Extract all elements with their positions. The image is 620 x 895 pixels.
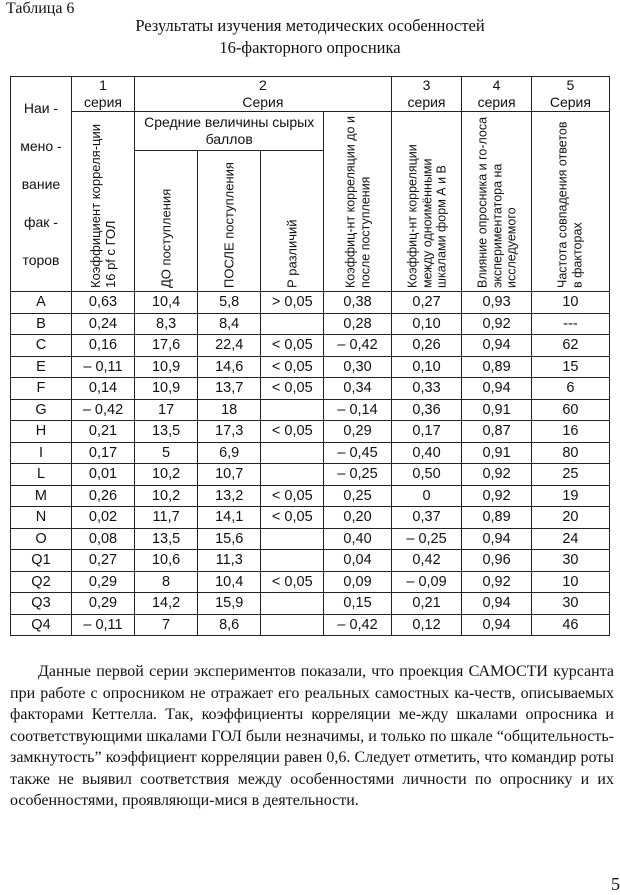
cell-corr-before-after: – 0,45 — [324, 442, 391, 464]
cell-corr-forms: 0,40 — [391, 442, 462, 464]
cell-corr-before-after: 0,15 — [324, 593, 391, 615]
cell-influence: 0,94 — [462, 528, 532, 550]
cell-p-value: < 0,05 — [261, 571, 324, 593]
cell-before: 10,4 — [135, 292, 198, 314]
cell-corr-before-after: – 0,42 — [324, 614, 391, 636]
cell-after: 10,7 — [198, 464, 261, 486]
series-5-header — [531, 77, 609, 112]
cell-p-value: < 0,05 — [261, 485, 324, 507]
col-after-label: ПОСЛЕ поступления — [221, 162, 237, 288]
cell-corr-forms: 0,10 — [391, 356, 462, 378]
cell-after: 15,6 — [198, 528, 261, 550]
cell-corr16: 0,63 — [71, 292, 134, 314]
col-freq-label: Частота совпадения ответов в факторах — [555, 121, 585, 288]
cell-p-value — [261, 442, 324, 464]
cell-freq: --- — [531, 313, 609, 335]
cell-factor: Q2 — [11, 571, 72, 593]
cell-corr-before-after: – 0,25 — [324, 464, 391, 486]
cell-influence: 0,92 — [462, 464, 532, 486]
cell-after: 6,9 — [198, 442, 261, 464]
cell-corr16: – 0,11 — [71, 614, 134, 636]
col-after-header — [198, 151, 261, 292]
name-line-4: фак - — [23, 214, 58, 230]
cell-corr-before-after: 0,20 — [324, 507, 391, 529]
cell-before: 17 — [135, 399, 198, 421]
cell-p-value: < 0,05 — [261, 421, 324, 443]
cell-factor: L — [11, 464, 72, 486]
cell-corr-forms: 0,27 — [391, 292, 462, 314]
cell-corr-forms: – 0,09 — [391, 571, 462, 593]
name-line-2: мено - — [20, 138, 62, 154]
cell-influence: 0,96 — [462, 550, 532, 572]
cell-factor: G — [11, 399, 72, 421]
col-corr16-header — [71, 112, 134, 292]
cell-p-value — [261, 614, 324, 636]
cell-factor: Q1 — [11, 550, 72, 572]
cell-freq: 19 — [531, 485, 609, 507]
cell-corr-before-after: 0,29 — [324, 421, 391, 443]
cell-freq: 60 — [531, 399, 609, 421]
cell-after: 10,4 — [198, 571, 261, 593]
cell-corr16: – 0,42 — [71, 399, 134, 421]
series-1-label: серия — [84, 94, 122, 110]
results-table — [10, 76, 610, 636]
cell-before: 10,9 — [135, 356, 198, 378]
col-before-label: ДО поступления — [158, 188, 174, 288]
cell-before: 10,2 — [135, 464, 198, 486]
cell-corr-before-after: 0,04 — [324, 550, 391, 572]
cell-corr-forms: 0,17 — [391, 421, 462, 443]
cell-corr-forms: 0,36 — [391, 399, 462, 421]
cell-before: 11,7 — [135, 507, 198, 529]
table-row — [11, 421, 610, 443]
name-line-3: вание — [21, 176, 61, 192]
col-freq-header — [531, 112, 609, 292]
cell-influence: 0,94 — [462, 335, 532, 357]
table-row — [11, 292, 610, 314]
cell-before: 10,9 — [135, 378, 198, 400]
cell-corr16: 0,16 — [71, 335, 134, 357]
series-2-label: Серия — [242, 94, 284, 110]
cell-before: 8,3 — [135, 313, 198, 335]
cell-p-value — [261, 593, 324, 615]
table-title-line-2: 16-факторного опросника — [219, 38, 401, 57]
table-row — [11, 614, 610, 636]
cell-corr-forms: 0,37 — [391, 507, 462, 529]
table-row — [11, 528, 610, 550]
avg-raw-scores-header: Средние величины сырых баллов — [135, 112, 324, 151]
cell-after: 15,9 — [198, 593, 261, 615]
cell-corr16: 0,29 — [71, 593, 134, 615]
cell-influence: 0,91 — [462, 442, 532, 464]
cell-corr-forms: 0,50 — [391, 464, 462, 486]
cell-corr-forms: 0,21 — [391, 593, 462, 615]
cell-freq: 62 — [531, 335, 609, 357]
col-p-label: Р различий — [284, 219, 300, 288]
cell-corr-before-after: 0,25 — [324, 485, 391, 507]
cell-corr-forms: – 0,25 — [391, 528, 462, 550]
cell-corr16: 0,27 — [71, 550, 134, 572]
series-3-header — [391, 77, 462, 112]
table-row — [11, 378, 610, 400]
cell-freq: 20 — [531, 507, 609, 529]
cell-before: 5 — [135, 442, 198, 464]
table-row — [11, 464, 610, 486]
series-5-number: 5 — [566, 77, 575, 93]
cell-p-value: < 0,05 — [261, 335, 324, 357]
cell-before: 10,2 — [135, 485, 198, 507]
col-influence-label: Влияние опросника и го-лоса экспериментатора на исследуемого — [474, 116, 518, 288]
cell-influence: 0,94 — [462, 614, 532, 636]
cell-freq: 16 — [531, 421, 609, 443]
series-3-label: серия — [407, 94, 446, 110]
cell-corr-forms: 0,12 — [391, 614, 462, 636]
cell-p-value — [261, 528, 324, 550]
cell-corr-before-after: 0,34 — [324, 378, 391, 400]
cell-influence: 0,87 — [462, 421, 532, 443]
table-row — [11, 550, 610, 572]
cell-factor: N — [11, 507, 72, 529]
cell-p-value — [261, 313, 324, 335]
cell-freq: 15 — [531, 356, 609, 378]
cell-freq: 10 — [531, 292, 609, 314]
cell-before: 10,6 — [135, 550, 198, 572]
table-row — [11, 571, 610, 593]
cell-corr-before-after: 0,30 — [324, 356, 391, 378]
cell-after: 8,6 — [198, 614, 261, 636]
col-corr-forms-label: Коэффиц-нт корреляции между одноимёнными шкалами форм А и В — [404, 143, 448, 288]
cell-factor: I — [11, 442, 72, 464]
header-row-subgroup — [11, 112, 610, 151]
series-3-number: 3 — [422, 77, 431, 93]
cell-corr-forms: 0,42 — [391, 550, 462, 572]
cell-factor: F — [11, 378, 72, 400]
cell-before: 8 — [135, 571, 198, 593]
cell-influence: 0,89 — [462, 507, 532, 529]
cell-corr-forms: 0 — [391, 485, 462, 507]
cell-freq: 6 — [531, 378, 609, 400]
cell-corr-before-after: – 0,42 — [324, 335, 391, 357]
cell-corr16: 0,21 — [71, 421, 134, 443]
cell-corr-before-after: 0,09 — [324, 571, 391, 593]
table-row — [11, 485, 610, 507]
table-row — [11, 356, 610, 378]
cell-factor: C — [11, 335, 72, 357]
cell-after: 17,3 — [198, 421, 261, 443]
name-line-1: Наи - — [23, 100, 59, 116]
cell-after: 8,4 — [198, 313, 261, 335]
cell-corr16: 0,08 — [71, 528, 134, 550]
cell-corr16: 0,01 — [71, 464, 134, 486]
col-influence-header — [462, 112, 532, 292]
cell-corr16: 0,26 — [71, 485, 134, 507]
cell-influence: 0,93 — [462, 292, 532, 314]
cell-factor: Q4 — [11, 614, 72, 636]
col-corr-forms-header — [391, 112, 462, 292]
cell-factor: B — [11, 313, 72, 335]
cell-influence: 0,92 — [462, 571, 532, 593]
table-row — [11, 313, 610, 335]
cell-after: 14,6 — [198, 356, 261, 378]
cell-after: 18 — [198, 399, 261, 421]
cell-p-value: < 0,05 — [261, 356, 324, 378]
cell-factor: A — [11, 292, 72, 314]
cell-corr-before-after: 0,38 — [324, 292, 391, 314]
page-number: 5 — [611, 874, 620, 894]
cell-factor: E — [11, 356, 72, 378]
table-row — [11, 507, 610, 529]
cell-p-value — [261, 464, 324, 486]
cell-after: 13,2 — [198, 485, 261, 507]
cell-corr-before-after: 0,28 — [324, 313, 391, 335]
cell-corr-forms: 0,26 — [391, 335, 462, 357]
cell-factor: Q3 — [11, 593, 72, 615]
series-4-number: 4 — [492, 77, 501, 93]
factor-name-header — [11, 77, 72, 292]
name-line-5: торов — [22, 252, 60, 268]
series-2-number: 2 — [258, 77, 267, 93]
cell-corr16: 0,17 — [71, 442, 134, 464]
cell-corr-before-after: 0,40 — [324, 528, 391, 550]
cell-influence: 0,91 — [462, 399, 532, 421]
col-corr16-label: Коэффициент корреля-ции 16 pf с ГОЛ — [88, 123, 118, 288]
cell-influence: 0,92 — [462, 485, 532, 507]
cell-corr-forms: 0,10 — [391, 313, 462, 335]
cell-after: 5,8 — [198, 292, 261, 314]
cell-influence: 0,89 — [462, 356, 532, 378]
cell-factor: O — [11, 528, 72, 550]
cell-influence: 0,92 — [462, 313, 532, 335]
table-row — [11, 335, 610, 357]
cell-p-value — [261, 550, 324, 572]
cell-before: 7 — [135, 614, 198, 636]
cell-freq: 25 — [531, 464, 609, 486]
cell-corr16: – 0,11 — [71, 356, 134, 378]
cell-freq: 30 — [531, 593, 609, 615]
col-p-header — [261, 151, 324, 292]
cell-corr16: 0,02 — [71, 507, 134, 529]
cell-before: 17,6 — [135, 335, 198, 357]
cell-freq: 10 — [531, 571, 609, 593]
table-row — [11, 442, 610, 464]
cell-before: 13,5 — [135, 528, 198, 550]
table-body — [11, 292, 610, 636]
cell-after: 11,3 — [198, 550, 261, 572]
cell-corr16: 0,14 — [71, 378, 134, 400]
series-2-header — [135, 77, 392, 112]
cell-p-value: < 0,05 — [261, 378, 324, 400]
col-before-header — [135, 151, 198, 292]
cell-corr-before-after: – 0,14 — [324, 399, 391, 421]
series-4-header — [462, 77, 532, 112]
cell-after: 13,7 — [198, 378, 261, 400]
cell-after: 22,4 — [198, 335, 261, 357]
cell-freq: 30 — [531, 550, 609, 572]
cell-p-value: > 0,05 — [261, 292, 324, 314]
table-title-line-1: Результаты изучения методических особенностей — [135, 16, 485, 35]
cell-p-value: < 0,05 — [261, 507, 324, 529]
col-corr-before-after-header — [324, 112, 391, 292]
cell-influence: 0,94 — [462, 378, 532, 400]
series-5-label: Серия — [549, 94, 591, 110]
series-1-header — [71, 77, 134, 112]
cell-freq: 24 — [531, 528, 609, 550]
cell-before: 13,5 — [135, 421, 198, 443]
col-corr-before-after-label: Коэффиц-нт корреляции до и после поступления — [343, 115, 372, 288]
cell-factor: M — [11, 485, 72, 507]
cell-influence: 0,94 — [462, 593, 532, 615]
cell-before: 14,2 — [135, 593, 198, 615]
cell-p-value — [261, 399, 324, 421]
table-row — [11, 593, 610, 615]
series-1-number: 1 — [99, 77, 107, 93]
header-row-series — [11, 77, 610, 112]
cell-factor: H — [11, 421, 72, 443]
cell-corr16: 0,29 — [71, 571, 134, 593]
cell-corr-forms: 0,33 — [391, 378, 462, 400]
cell-corr16: 0,24 — [71, 313, 134, 335]
cell-freq: 46 — [531, 614, 609, 636]
table-caption: Таблица 6 — [6, 0, 75, 17]
series-4-label: серия — [477, 94, 516, 110]
cell-after: 14,1 — [198, 507, 261, 529]
body-paragraph: Данные первой серии экспериментов показали, что проекция САМОСТИ курсанта при работе с опросником не отражает его реальных самостных ка-честв, описываемых факторами Кеттелла. Так, коэффициенты корреляции ме-жду шкалами опросника и соответствующими шкалами ГОЛ были незначимы, и только по шкале “общительность-замкнутость” коэффициент корреляции равен 0,6. Следует отметить, что командир роты также не выявил соответствия между особенностями личности по опроснику и их особенностями, проявляющи-мися в деятельности. — [10, 663, 614, 809]
table-row — [11, 399, 610, 421]
cell-freq: 80 — [531, 442, 609, 464]
